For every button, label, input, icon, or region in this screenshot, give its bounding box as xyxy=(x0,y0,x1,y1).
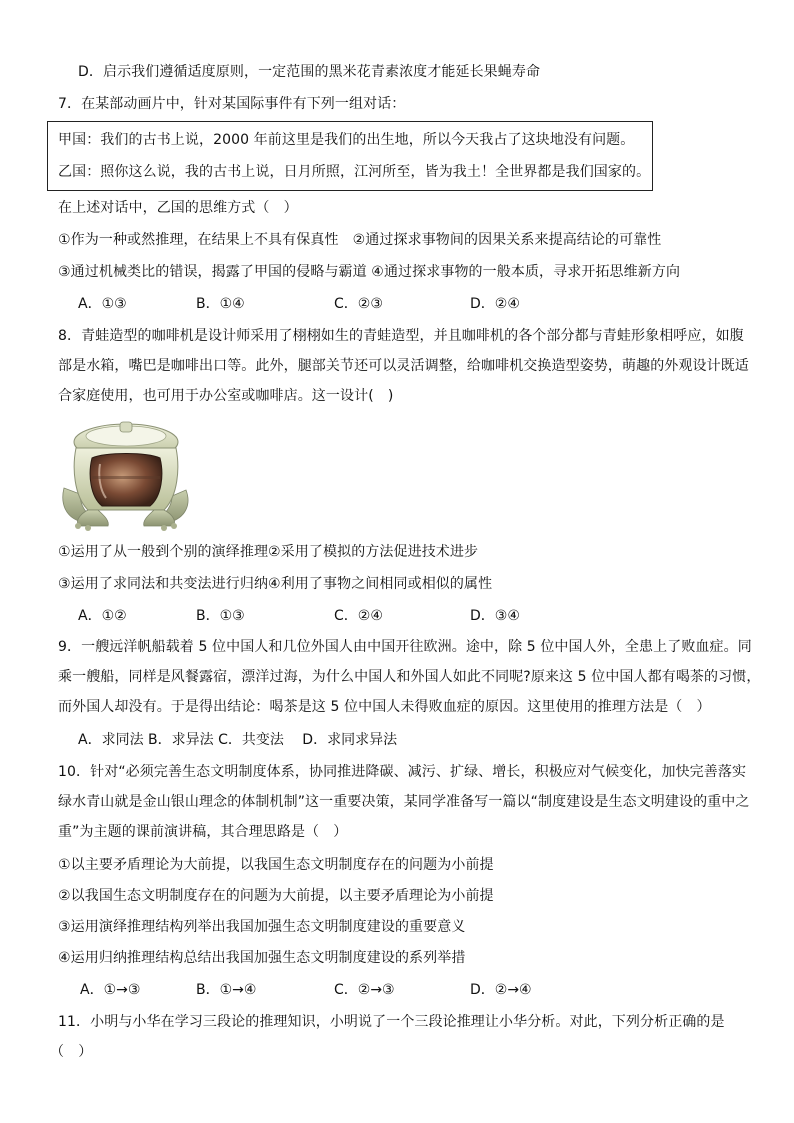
q8-option-c: C．②④ xyxy=(334,608,383,624)
q8-statements-line-1: ①运用了从一般到个别的演绎推理②采用了模拟的方法促进技术进步 xyxy=(58,544,479,560)
q8-stem-line-3: 合家庭使用，也可用于办公室或咖啡店。这一设计( ) xyxy=(58,388,394,404)
q10-statement-3: ③运用演绎推理结构列举出我国加强生态文明制度建设的重要意义 xyxy=(58,919,466,935)
q10-option-a: A．①→③ xyxy=(80,982,141,998)
q10-stem-line-3: 重”为主题的课前演讲稿，其合理思路是（ ） xyxy=(58,824,348,840)
q10-statement-2: ②以我国生态文明制度存在的问题为大前提，以主要矛盾理论为小前提 xyxy=(58,888,494,904)
q11-stem-line-1: 11．小明与小华在学习三段论的推理知识，小明说了一个三段论推理让小华分析。对此，下列分析正确的是 xyxy=(58,1014,725,1030)
q10-option-b: B．①→④ xyxy=(196,982,257,998)
q10-stem-line-1: 10．针对“必须完善生态文明制度体系，协同推进降碳、减污、扩绿、增长，积极应对气候变化，加快完善落实 xyxy=(58,764,747,780)
q9-options: A．求同法 B．求异法 C．共变法 D．求同求异法 xyxy=(78,732,398,748)
q9-stem-line-3: 而外国人却没有。于是得出结论：喝茶是这 5 位中国人未得败血症的原因。这里使用的推理方法是（ ） xyxy=(58,699,711,715)
q7-statements-line-1: ①作为一种或然推理，在结果上不具有保真性 ②通过探求事物间的因果关系来提高结论的可靠性 xyxy=(58,232,662,248)
q7-stem: 7．在某部动画片中，针对某国际事件有下列一组对话： xyxy=(58,96,406,112)
q7-option-c: C．②③ xyxy=(334,296,383,312)
q7-question: 在上述对话中，乙国的思维方式（ ） xyxy=(58,200,298,216)
q10-stem-line-2: 绿水青山就是金山银山理念的体制机制”这一重要决策，某同学准备写一篇以“制度建设是生态文明建设的重中之 xyxy=(58,794,750,810)
q10-statement-1: ①以主要矛盾理论为大前提，以我国生态文明制度存在的问题为小前提 xyxy=(58,857,494,873)
q8-stem-line-1: 8．青蛙造型的咖啡机是设计师采用了栩栩如生的青蛙造型，并且咖啡机的各个部分都与青蛙形象相呼应，如腹 xyxy=(58,328,744,344)
q6-option-d: D．启示我们遵循适度原则，一定范围的黑米花青素浓度才能延长果蝇寿命 xyxy=(78,64,541,80)
q7-option-a: A．①③ xyxy=(78,296,127,312)
q7-option-b: B．①④ xyxy=(196,296,245,312)
dialog-line-1: 甲国：我们的古书上说，2000 年前这里是我们的出生地，所以今天我占了这块地没有问题。 xyxy=(58,132,635,148)
q8-option-d: D．③④ xyxy=(470,608,520,624)
q8-option-a: A．①② xyxy=(78,608,127,624)
frog-coffee-machine-icon xyxy=(58,418,194,532)
q7-statements-line-2: ③通过机械类比的错误，揭露了甲国的侵略与霸道 ④通过探求事物的一般本质，寻求开拓思维新方向 xyxy=(58,264,681,280)
q9-stem-line-2: 乘一艘船，同样是风餐露宿，漂洋过海，为什么中国人和外国人如此不同呢?原来这 5 位中国人都有喝茶的习惯， xyxy=(58,669,761,685)
dialog-line-2: 乙国：照你这么说，我的古书上说，日月所照，江河所至，皆为我土！全世界都是我们国家的。 xyxy=(58,164,651,180)
q10-statement-4: ④运用归纳推理结构总结出我国加强生态文明制度建设的系列举措 xyxy=(58,950,466,966)
q8-option-b: B．①③ xyxy=(196,608,245,624)
q9-stem-line-1: 9．一艘远洋帆船载着 5 位中国人和几位外国人由中国开往欧洲。途中，除 5 位中国人外，全患上了败血症。同 xyxy=(58,639,752,655)
q8-statements-line-2: ③运用了求同法和共变法进行归纳④利用了事物之间相同或相似的属性 xyxy=(58,576,493,592)
q8-stem-line-2: 部是水箱，嘴巴是咖啡出口等。此外，腿部关节还可以灵活调整，给咖啡机交换造型姿势，萌趣的外观设计既适 xyxy=(58,358,749,374)
q10-option-d: D．②→④ xyxy=(470,982,532,998)
q11-stem-line-2: （ ） xyxy=(50,1044,93,1060)
q7-option-d: D．②④ xyxy=(470,296,520,312)
q10-option-c: C．②→③ xyxy=(334,982,395,998)
